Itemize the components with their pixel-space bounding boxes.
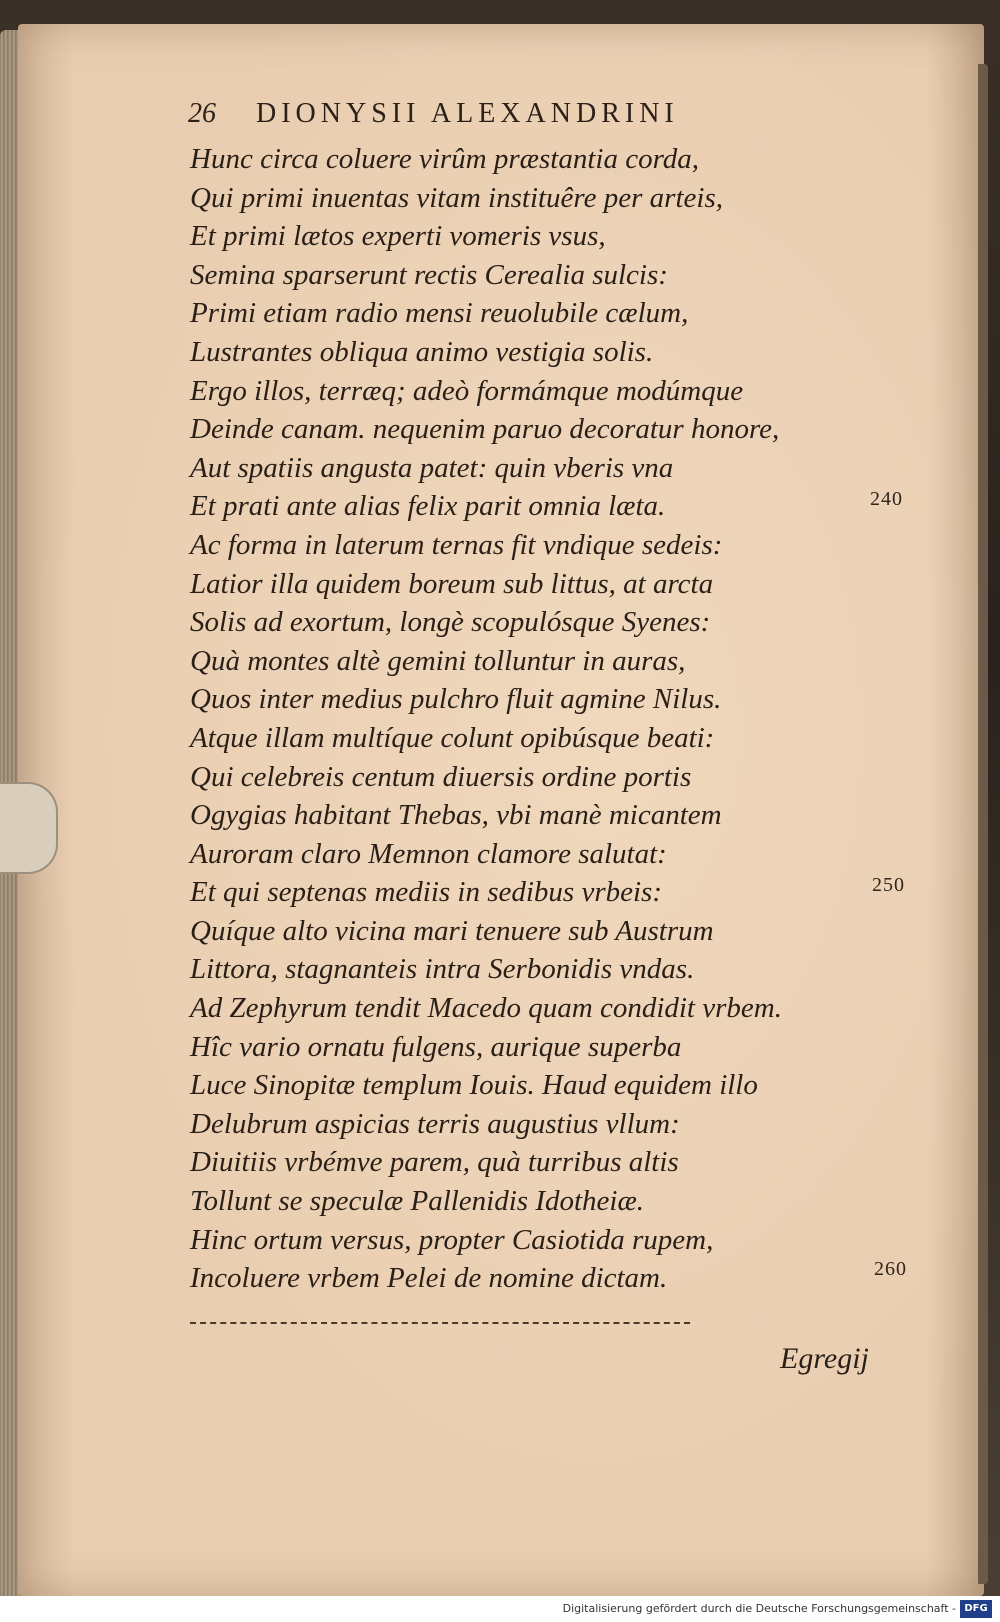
verse-line: Hunc circa coluere virûm præstantia corda, <box>190 143 700 175</box>
line-number-260: 260 <box>874 1258 907 1280</box>
running-head <box>188 98 788 138</box>
verse-line: Qui celebreis centum diuersis ordine portis <box>190 760 692 793</box>
catchword: Egregij <box>780 1342 869 1375</box>
verse-line: Quà montes altè gemini tolluntur in auras, <box>190 644 686 677</box>
closing-underline <box>190 1322 690 1324</box>
verse-line: Luce Sinopitæ templum Iouis. Haud equidem illo <box>190 1069 758 1102</box>
verse-line: Incoluere vrbem Pelei de nomine dictam. <box>190 1262 668 1295</box>
line-number-240: 240 <box>870 488 903 510</box>
verse-line: Ac forma in laterum ternas fit vndique sedeis: <box>190 528 723 561</box>
verse-line: Quíque alto vicina mari tenuere sub Austrum <box>190 914 714 947</box>
line-number-250: 250 <box>872 874 905 896</box>
verse-line: Primi etiam radio mensi reuolubile cælum, <box>190 297 689 330</box>
verse-line: Semina sparserunt rectis Cerealia sulcis: <box>190 258 668 291</box>
verse-line: Delubrum aspicias terris augustius vllum: <box>190 1107 680 1140</box>
verse-line: Tollunt se speculæ Pallenidis Idotheiæ. <box>190 1185 645 1218</box>
running-title: DIONYSII ALEXANDRINI <box>256 98 679 129</box>
page-number: 26 <box>188 98 216 129</box>
footer-credit: Digitalisierung gefördert durch die Deutsche Forschungsgemeinschaft - <box>562 1602 956 1615</box>
verse-line: Hinc ortum versus, propter Casiotida rupem, <box>190 1223 714 1256</box>
verse-line: Ogygias habitant Thebas, vbi manè micantem <box>190 799 722 832</box>
verse-line: Lustrantes obliqua animo vestigia solis. <box>190 335 654 368</box>
verse-line: Ad Zephyrum tendit Macedo quam condidit vrbem. <box>190 992 782 1025</box>
verse-line: Latior illa quidem boreum sub littus, at arcta <box>190 567 714 600</box>
verse-line: Et primi lætos experti vomeris vsus, <box>190 220 606 253</box>
verse-line: Atque illam multíque colunt opibúsque beati: <box>190 721 715 754</box>
verse-line: Hîc vario ornatu fulgens, aurique superba <box>190 1030 682 1063</box>
page-right-edge <box>978 64 988 1584</box>
dfg-logo-icon: DFG <box>960 1600 992 1618</box>
verse-line: Quos inter medius pulchro fluit agmine Nilus. <box>190 683 722 716</box>
verse-line: Aut spatiis angusta patet: quin vberis vna <box>190 451 674 484</box>
verse-list <box>190 140 850 1298</box>
verse-line: Ergo illos, terræq; adeò formámque modúmque <box>190 374 744 407</box>
verse-line: Auroram claro Memnon clamore salutat: <box>190 837 667 870</box>
verse-line: Et qui septenas mediis in sedibus vrbeis: <box>190 876 663 909</box>
verse-line: Qui primi inuentas vitam instituêre per arteis, <box>190 181 723 214</box>
verse-line: Deinde canam. nequenim paruo decoratur honore, <box>190 413 780 446</box>
verse-line: Et prati ante alias felix parit omnia læta. <box>190 490 666 523</box>
book-clasp <box>0 782 58 874</box>
verse-line: Solis ad exortum, longè scopulósque Syenes: <box>190 606 711 639</box>
verse-line: Littora, stagnanteis intra Serbonidis vndas. <box>190 953 695 986</box>
verse-line: Diuitiis vrbémve parem, quà turribus altis <box>190 1146 679 1179</box>
